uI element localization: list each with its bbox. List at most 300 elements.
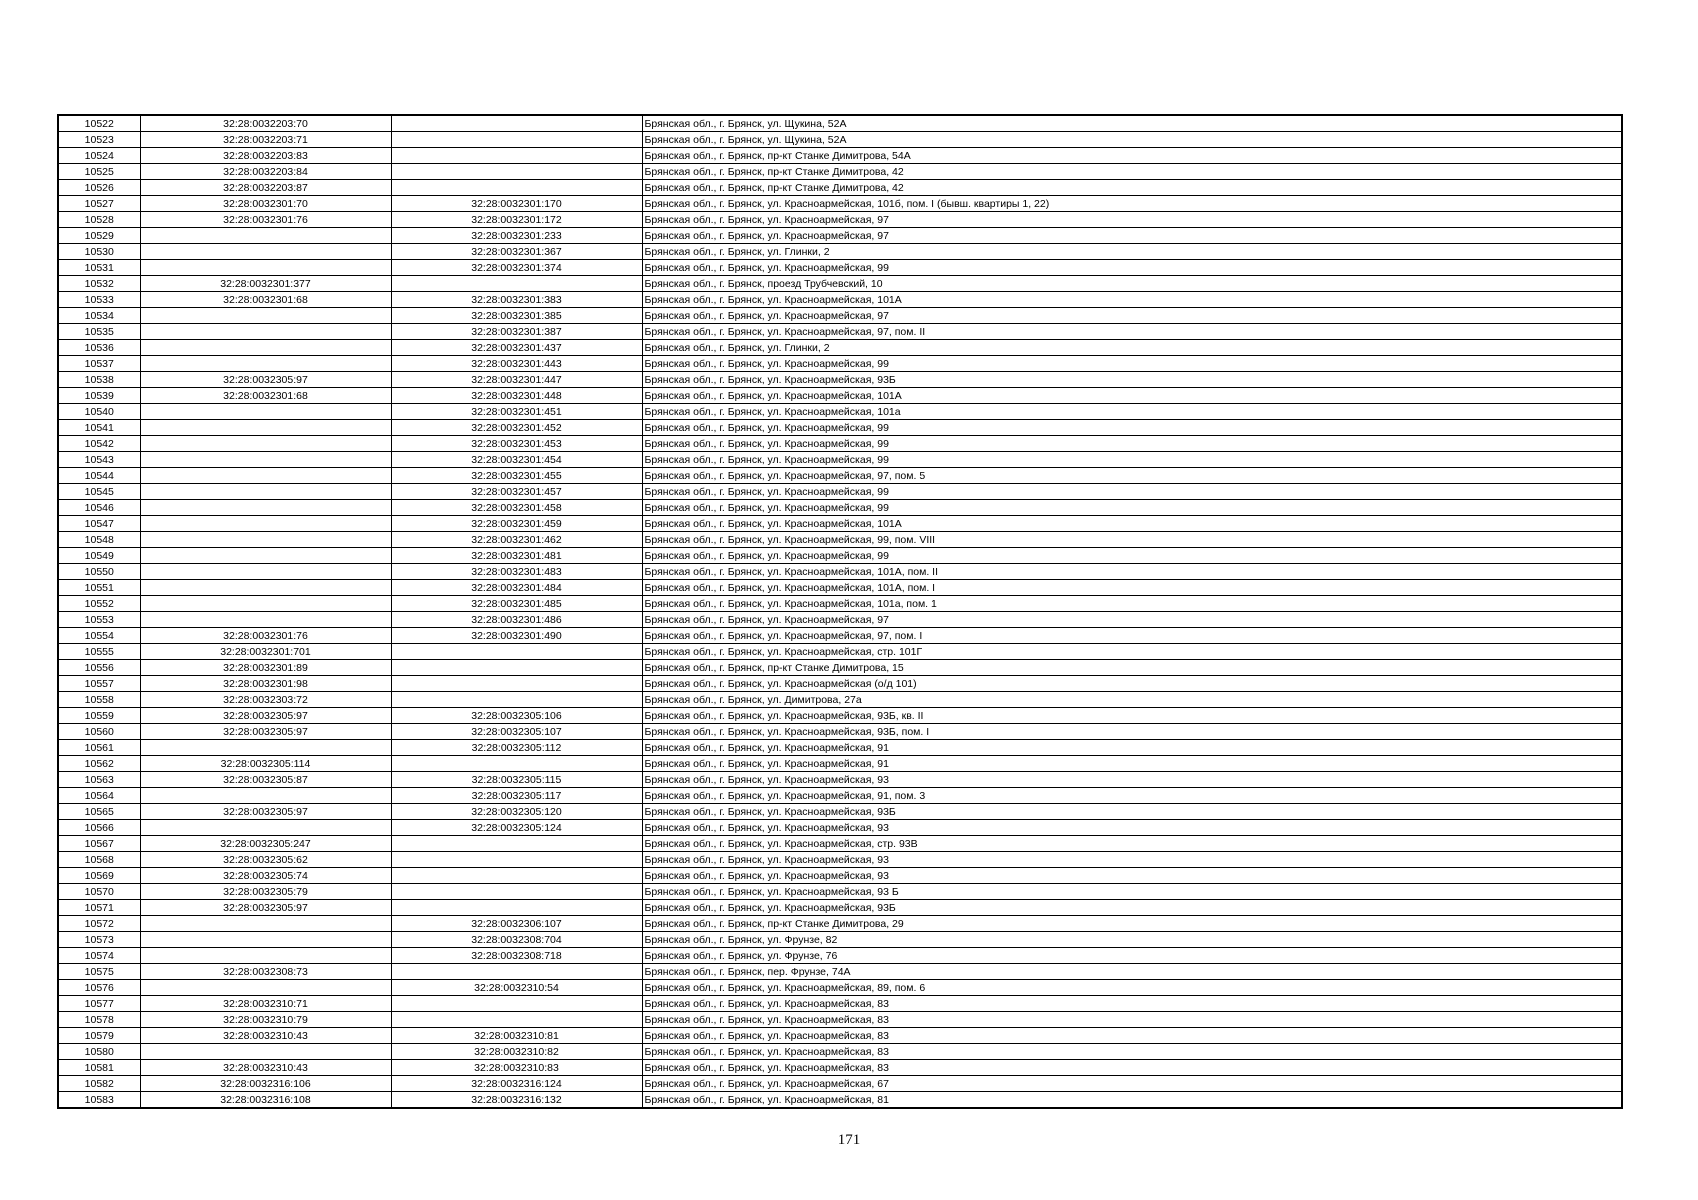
table-row — [58, 356, 1622, 372]
table-row — [58, 788, 1622, 804]
land-cadastral-cell: 32:28:0032301:377 — [140, 276, 391, 292]
address-cell: Брянская обл., г. Брянск, ул. Фрунзе, 82 — [642, 932, 1622, 948]
address-cell: Брянская обл., г. Брянск, ул. Красноармейская (о/д 101) — [642, 676, 1622, 692]
address-cell: Брянская обл., г. Брянск, ул. Красноармейская, 83 — [642, 1028, 1622, 1044]
row-number-cell: 10539 — [58, 388, 140, 404]
land-cadastral-cell: 32:28:0032305:97 — [140, 804, 391, 820]
address-cell: Брянская обл., г. Брянск, ул. Красноармейская, 83 — [642, 996, 1622, 1012]
table-row — [58, 436, 1622, 452]
address-cell: Брянская обл., г. Брянск, пр-кт Станке Димитрова, 42 — [642, 180, 1622, 196]
object-cadastral-cell: 32:28:0032301:485 — [391, 596, 642, 612]
object-cadastral-cell: 32:28:0032301:172 — [391, 212, 642, 228]
land-cadastral-cell: 32:28:0032305:97 — [140, 724, 391, 740]
table-row — [58, 164, 1622, 180]
land-cadastral-cell: 32:28:0032310:79 — [140, 1012, 391, 1028]
object-cadastral-cell: 32:28:0032301:233 — [391, 228, 642, 244]
table-row — [58, 740, 1622, 756]
object-cadastral-cell: 32:28:0032301:383 — [391, 292, 642, 308]
land-cadastral-cell: 32:28:0032301:701 — [140, 644, 391, 660]
row-number-cell: 10581 — [58, 1060, 140, 1076]
object-cadastral-cell — [391, 996, 642, 1012]
table-row — [58, 1092, 1622, 1109]
land-cadastral-cell — [140, 244, 391, 260]
land-cadastral-cell: 32:28:0032301:89 — [140, 660, 391, 676]
address-cell: Брянская обл., г. Брянск, ул. Красноармейская, 99 — [642, 260, 1622, 276]
row-number-cell: 10535 — [58, 324, 140, 340]
table-row — [58, 612, 1622, 628]
row-number-cell: 10578 — [58, 1012, 140, 1028]
object-cadastral-cell — [391, 644, 642, 660]
row-number-cell: 10527 — [58, 196, 140, 212]
address-cell: Брянская обл., г. Брянск, ул. Красноармейская, 101а — [642, 404, 1622, 420]
table-row — [58, 228, 1622, 244]
row-number-cell: 10524 — [58, 148, 140, 164]
table-row — [58, 324, 1622, 340]
object-cadastral-cell: 32:28:0032301:447 — [391, 372, 642, 388]
address-cell: Брянская обл., г. Брянск, ул. Красноармейская, 97, пом. I — [642, 628, 1622, 644]
address-cell: Брянская обл., г. Брянск, ул. Красноармейская, 99 — [642, 356, 1622, 372]
row-number-cell: 10549 — [58, 548, 140, 564]
table-row — [58, 212, 1622, 228]
land-cadastral-cell: 32:28:0032310:71 — [140, 996, 391, 1012]
object-cadastral-cell — [391, 836, 642, 852]
table-row — [58, 868, 1622, 884]
row-number-cell: 10561 — [58, 740, 140, 756]
row-number-cell: 10525 — [58, 164, 140, 180]
table-row — [58, 180, 1622, 196]
land-cadastral-cell — [140, 324, 391, 340]
table-row — [58, 132, 1622, 148]
land-cadastral-cell: 32:28:0032203:83 — [140, 148, 391, 164]
row-number-cell: 10572 — [58, 916, 140, 932]
table-row — [58, 692, 1622, 708]
address-cell: Брянская обл., г. Брянск, ул. Красноармейская, 99, пом. VIII — [642, 532, 1622, 548]
row-number-cell: 10536 — [58, 340, 140, 356]
address-cell: Брянская обл., г. Брянск, ул. Красноармейская, 91, пом. 3 — [642, 788, 1622, 804]
object-cadastral-cell: 32:28:0032301:483 — [391, 564, 642, 580]
row-number-cell: 10541 — [58, 420, 140, 436]
row-number-cell: 10562 — [58, 756, 140, 772]
row-number-cell: 10548 — [58, 532, 140, 548]
table-row — [58, 1028, 1622, 1044]
table-row — [58, 964, 1622, 980]
row-number-cell: 10568 — [58, 852, 140, 868]
table-row — [58, 404, 1622, 420]
land-cadastral-cell: 32:28:0032203:87 — [140, 180, 391, 196]
address-cell: Брянская обл., г. Брянск, пр-кт Станке Димитрова, 54А — [642, 148, 1622, 164]
land-cadastral-cell: 32:28:0032310:43 — [140, 1060, 391, 1076]
table-row — [58, 468, 1622, 484]
address-cell: Брянская обл., г. Брянск, ул. Красноармейская, 93Б — [642, 900, 1622, 916]
table-row — [58, 548, 1622, 564]
object-cadastral-cell: 32:28:0032316:132 — [391, 1092, 642, 1109]
address-cell: Брянская обл., г. Брянск, ул. Красноармейская, 97 — [642, 612, 1622, 628]
object-cadastral-cell: 32:28:0032301:170 — [391, 196, 642, 212]
object-cadastral-cell: 32:28:0032301:484 — [391, 580, 642, 596]
address-cell: Брянская обл., г. Брянск, ул. Красноармейская, 97, пом. 5 — [642, 468, 1622, 484]
object-cadastral-cell: 32:28:0032308:704 — [391, 932, 642, 948]
table-row — [58, 980, 1622, 996]
object-cadastral-cell: 32:28:0032301:457 — [391, 484, 642, 500]
table-row — [58, 948, 1622, 964]
row-number-cell: 10546 — [58, 500, 140, 516]
land-cadastral-cell — [140, 948, 391, 964]
table-row — [58, 484, 1622, 500]
object-cadastral-cell: 32:28:0032301:455 — [391, 468, 642, 484]
object-cadastral-cell — [391, 756, 642, 772]
table-row — [58, 372, 1622, 388]
table-row — [58, 260, 1622, 276]
object-cadastral-cell: 32:28:0032316:124 — [391, 1076, 642, 1092]
table-row — [58, 820, 1622, 836]
land-cadastral-cell — [140, 452, 391, 468]
address-cell: Брянская обл., г. Брянск, ул. Красноармейская, 101а, пом. 1 — [642, 596, 1622, 612]
table-row — [58, 148, 1622, 164]
address-cell: Брянская обл., г. Брянск, ул. Красноармейская, 93Б, пом. I — [642, 724, 1622, 740]
address-cell: Брянская обл., г. Брянск, ул. Красноармейская, 97 — [642, 228, 1622, 244]
object-cadastral-cell: 32:28:0032301:486 — [391, 612, 642, 628]
land-cadastral-cell — [140, 468, 391, 484]
address-cell: Брянская обл., г. Брянск, ул. Красноармейская, 93Б, кв. II — [642, 708, 1622, 724]
row-number-cell: 10577 — [58, 996, 140, 1012]
row-number-cell: 10543 — [58, 452, 140, 468]
row-number-cell: 10552 — [58, 596, 140, 612]
table-row — [58, 836, 1622, 852]
address-cell: Брянская обл., г. Брянск, ул. Красноармейская, 89, пом. 6 — [642, 980, 1622, 996]
table-row — [58, 708, 1622, 724]
land-cadastral-cell — [140, 580, 391, 596]
table-row — [58, 196, 1622, 212]
row-number-cell: 10564 — [58, 788, 140, 804]
land-cadastral-cell: 32:28:0032316:106 — [140, 1076, 391, 1092]
row-number-cell: 10547 — [58, 516, 140, 532]
object-cadastral-cell: 32:28:0032301:458 — [391, 500, 642, 516]
row-number-cell: 10540 — [58, 404, 140, 420]
row-number-cell: 10526 — [58, 180, 140, 196]
object-cadastral-cell: 32:28:0032301:443 — [391, 356, 642, 372]
land-cadastral-cell: 32:28:0032305:62 — [140, 852, 391, 868]
address-cell: Брянская обл., г. Брянск, пр-кт Станке Димитрова, 29 — [642, 916, 1622, 932]
row-number-cell: 10534 — [58, 308, 140, 324]
address-cell: Брянская обл., г. Брянск, ул. Красноармейская, 83 — [642, 1060, 1622, 1076]
land-cadastral-cell: 32:28:0032303:72 — [140, 692, 391, 708]
address-cell: Брянская обл., г. Брянск, ул. Красноармейская, 99 — [642, 500, 1622, 516]
row-number-cell: 10554 — [58, 628, 140, 644]
address-cell: Брянская обл., г. Брянск, ул. Красноармейская, 91 — [642, 756, 1622, 772]
address-cell: Брянская обл., г. Брянск, ул. Красноармейская, 101А — [642, 292, 1622, 308]
object-cadastral-cell: 32:28:0032305:106 — [391, 708, 642, 724]
row-number-cell: 10583 — [58, 1092, 140, 1109]
row-number-cell: 10544 — [58, 468, 140, 484]
row-number-cell: 10529 — [58, 228, 140, 244]
land-cadastral-cell — [140, 612, 391, 628]
object-cadastral-cell: 32:28:0032301:387 — [391, 324, 642, 340]
address-cell: Брянская обл., г. Брянск, ул. Красноармейская, 83 — [642, 1044, 1622, 1060]
land-cadastral-cell — [140, 740, 391, 756]
address-cell: Брянская обл., г. Брянск, ул. Красноармейская, 83 — [642, 1012, 1622, 1028]
address-cell: Брянская обл., г. Брянск, ул. Красноармейская, 93 — [642, 820, 1622, 836]
object-cadastral-cell — [391, 868, 642, 884]
row-number-cell: 10565 — [58, 804, 140, 820]
row-number-cell: 10560 — [58, 724, 140, 740]
address-cell: Брянская обл., г. Брянск, ул. Фрунзе, 76 — [642, 948, 1622, 964]
address-cell: Брянская обл., г. Брянск, ул. Красноармейская, 101А, пом. I — [642, 580, 1622, 596]
table-row — [58, 388, 1622, 404]
land-cadastral-cell: 32:28:0032203:84 — [140, 164, 391, 180]
table-row — [58, 532, 1622, 548]
object-cadastral-cell: 32:28:0032301:453 — [391, 436, 642, 452]
address-cell: Брянская обл., г. Брянск, ул. Красноармейская, 93Б — [642, 372, 1622, 388]
row-number-cell: 10538 — [58, 372, 140, 388]
object-cadastral-cell — [391, 180, 642, 196]
row-number-cell: 10573 — [58, 932, 140, 948]
table-row — [58, 1012, 1622, 1028]
table-row — [58, 644, 1622, 660]
row-number-cell: 10550 — [58, 564, 140, 580]
table-row — [58, 676, 1622, 692]
object-cadastral-cell: 32:28:0032301:448 — [391, 388, 642, 404]
table-row — [58, 772, 1622, 788]
object-cadastral-cell: 32:28:0032305:107 — [391, 724, 642, 740]
land-cadastral-cell: 32:28:0032301:76 — [140, 212, 391, 228]
land-cadastral-cell — [140, 404, 391, 420]
address-cell: Брянская обл., г. Брянск, ул. Красноармейская, 101А — [642, 388, 1622, 404]
address-cell: Брянская обл., г. Брянск, ул. Красноармейская, 93 — [642, 772, 1622, 788]
land-cadastral-cell — [140, 932, 391, 948]
row-number-cell: 10528 — [58, 212, 140, 228]
land-cadastral-cell — [140, 1044, 391, 1060]
table-row — [58, 660, 1622, 676]
object-cadastral-cell — [391, 964, 642, 980]
land-cadastral-cell: 32:28:0032305:97 — [140, 708, 391, 724]
land-cadastral-cell — [140, 564, 391, 580]
object-cadastral-cell: 32:28:0032305:112 — [391, 740, 642, 756]
address-cell: Брянская обл., г. Брянск, ул. Красноармейская, 99 — [642, 420, 1622, 436]
address-cell: Брянская обл., г. Брянск, ул. Красноармейская, 99 — [642, 452, 1622, 468]
table-row — [58, 1060, 1622, 1076]
object-cadastral-cell — [391, 276, 642, 292]
object-cadastral-cell — [391, 164, 642, 180]
table-row — [58, 996, 1622, 1012]
object-cadastral-cell: 32:28:0032305:120 — [391, 804, 642, 820]
land-cadastral-cell: 32:28:0032305:74 — [140, 868, 391, 884]
row-number-cell: 10523 — [58, 132, 140, 148]
land-cadastral-cell — [140, 228, 391, 244]
table-row — [58, 932, 1622, 948]
row-number-cell: 10558 — [58, 692, 140, 708]
page-number: 171 — [837, 1132, 861, 1148]
row-number-cell: 10567 — [58, 836, 140, 852]
land-cadastral-cell — [140, 532, 391, 548]
land-cadastral-cell — [140, 356, 391, 372]
object-cadastral-cell: 32:28:0032301:367 — [391, 244, 642, 260]
object-cadastral-cell: 32:28:0032301:462 — [391, 532, 642, 548]
table-row — [58, 1076, 1622, 1092]
object-cadastral-cell: 32:28:0032301:437 — [391, 340, 642, 356]
row-number-cell: 10542 — [58, 436, 140, 452]
address-cell: Брянская обл., г. Брянск, ул. Красноармейская, 93 — [642, 868, 1622, 884]
address-cell: Брянская обл., г. Брянск, ул. Красноармейская, 93Б — [642, 804, 1622, 820]
table-row — [58, 804, 1622, 820]
land-cadastral-cell — [140, 820, 391, 836]
land-cadastral-cell — [140, 516, 391, 532]
address-cell: Брянская обл., г. Брянск, ул. Красноармейская, 81 — [642, 1092, 1622, 1109]
object-cadastral-cell: 32:28:0032301:490 — [391, 628, 642, 644]
row-number-cell: 10557 — [58, 676, 140, 692]
table-row — [58, 516, 1622, 532]
address-cell: Брянская обл., г. Брянск, ул. Красноармейская, 101б, пом. I (бывш. квартиры 1, 22) — [642, 196, 1622, 212]
table-row — [58, 724, 1622, 740]
table-row — [58, 276, 1622, 292]
address-cell: Брянская обл., г. Брянск, пер. Фрунзе, 74А — [642, 964, 1622, 980]
land-cadastral-cell: 32:28:0032310:43 — [140, 1028, 391, 1044]
row-number-cell: 10522 — [58, 115, 140, 132]
table-row — [58, 900, 1622, 916]
address-cell: Брянская обл., г. Брянск, ул. Красноармейская, 99 — [642, 436, 1622, 452]
row-number-cell: 10556 — [58, 660, 140, 676]
table-row — [58, 500, 1622, 516]
table-row — [58, 628, 1622, 644]
row-number-cell: 10533 — [58, 292, 140, 308]
address-cell: Брянская обл., г. Брянск, пр-кт Станке Димитрова, 15 — [642, 660, 1622, 676]
object-cadastral-cell — [391, 900, 642, 916]
object-cadastral-cell — [391, 884, 642, 900]
row-number-cell: 10566 — [58, 820, 140, 836]
row-number-cell: 10582 — [58, 1076, 140, 1092]
object-cadastral-cell — [391, 1012, 642, 1028]
object-cadastral-cell — [391, 692, 642, 708]
land-cadastral-cell — [140, 260, 391, 276]
object-cadastral-cell: 32:28:0032301:451 — [391, 404, 642, 420]
address-cell: Брянская обл., г. Брянск, ул. Глинки, 2 — [642, 244, 1622, 260]
table-row — [58, 580, 1622, 596]
object-cadastral-cell — [391, 852, 642, 868]
address-cell: Брянская обл., г. Брянск, ул. Красноармейская, 99 — [642, 484, 1622, 500]
object-cadastral-cell: 32:28:0032306:107 — [391, 916, 642, 932]
object-cadastral-cell: 32:28:0032301:374 — [391, 260, 642, 276]
address-cell: Брянская обл., г. Брянск, ул. Красноармейская, 67 — [642, 1076, 1622, 1092]
land-cadastral-cell — [140, 420, 391, 436]
object-cadastral-cell: 32:28:0032310:82 — [391, 1044, 642, 1060]
land-cadastral-cell — [140, 916, 391, 932]
row-number-cell: 10579 — [58, 1028, 140, 1044]
land-cadastral-cell: 32:28:0032301:70 — [140, 196, 391, 212]
object-cadastral-cell — [391, 115, 642, 132]
row-number-cell: 10576 — [58, 980, 140, 996]
address-cell: Брянская обл., г. Брянск, ул. Глинки, 2 — [642, 340, 1622, 356]
address-cell: Брянская обл., г. Брянск, ул. Красноармейская, 101А, пом. II — [642, 564, 1622, 580]
object-cadastral-cell: 32:28:0032301:459 — [391, 516, 642, 532]
address-cell: Брянская обл., г. Брянск, ул. Красноармейская, 97 — [642, 212, 1622, 228]
land-cadastral-cell: 32:28:0032305:79 — [140, 884, 391, 900]
land-cadastral-cell — [140, 788, 391, 804]
row-number-cell: 10537 — [58, 356, 140, 372]
land-cadastral-cell: 32:28:0032301:68 — [140, 292, 391, 308]
land-cadastral-cell: 32:28:0032301:68 — [140, 388, 391, 404]
address-cell: Брянская обл., г. Брянск, ул. Щукина, 52А — [642, 115, 1622, 132]
table-row — [58, 244, 1622, 260]
land-cadastral-cell: 32:28:0032308:73 — [140, 964, 391, 980]
row-number-cell: 10574 — [58, 948, 140, 964]
object-cadastral-cell — [391, 132, 642, 148]
land-cadastral-cell: 32:28:0032301:76 — [140, 628, 391, 644]
object-cadastral-cell: 32:28:0032301:454 — [391, 452, 642, 468]
land-cadastral-cell — [140, 308, 391, 324]
land-cadastral-cell: 32:28:0032305:247 — [140, 836, 391, 852]
row-number-cell: 10531 — [58, 260, 140, 276]
table-row — [58, 852, 1622, 868]
table-row — [58, 308, 1622, 324]
land-cadastral-cell — [140, 596, 391, 612]
table-row — [58, 292, 1622, 308]
land-cadastral-cell — [140, 484, 391, 500]
land-cadastral-cell: 32:28:0032305:97 — [140, 900, 391, 916]
address-cell: Брянская обл., г. Брянск, пр-кт Станке Димитрова, 42 — [642, 164, 1622, 180]
row-number-cell: 10575 — [58, 964, 140, 980]
address-cell: Брянская обл., г. Брянск, ул. Красноармейская, 99 — [642, 548, 1622, 564]
table-row — [58, 452, 1622, 468]
row-number-cell: 10532 — [58, 276, 140, 292]
object-cadastral-cell — [391, 676, 642, 692]
table-row — [58, 1044, 1622, 1060]
table-row — [58, 916, 1622, 932]
table-row — [58, 115, 1622, 132]
row-number-cell: 10570 — [58, 884, 140, 900]
land-cadastral-cell — [140, 548, 391, 564]
address-cell: Брянская обл., г. Брянск, ул. Красноармейская, 97, пом. II — [642, 324, 1622, 340]
object-cadastral-cell — [391, 660, 642, 676]
object-cadastral-cell: 32:28:0032301:481 — [391, 548, 642, 564]
row-number-cell: 10580 — [58, 1044, 140, 1060]
records-table-body — [58, 115, 1622, 1108]
land-cadastral-cell — [140, 436, 391, 452]
address-cell: Брянская обл., г. Брянск, ул. Красноармейская, стр. 101Г — [642, 644, 1622, 660]
land-cadastral-cell: 32:28:0032301:98 — [140, 676, 391, 692]
object-cadastral-cell — [391, 148, 642, 164]
land-cadastral-cell: 32:28:0032305:114 — [140, 756, 391, 772]
land-cadastral-cell — [140, 980, 391, 996]
land-cadastral-cell — [140, 500, 391, 516]
address-cell: Брянская обл., г. Брянск, проезд Трубчевский, 10 — [642, 276, 1622, 292]
table-row — [58, 884, 1622, 900]
row-number-cell: 10555 — [58, 644, 140, 660]
address-cell: Брянская обл., г. Брянск, ул. Красноармейская, 91 — [642, 740, 1622, 756]
row-number-cell: 10571 — [58, 900, 140, 916]
row-number-cell: 10569 — [58, 868, 140, 884]
land-cadastral-cell: 32:28:0032316:108 — [140, 1092, 391, 1109]
object-cadastral-cell: 32:28:0032301:452 — [391, 420, 642, 436]
object-cadastral-cell: 32:28:0032310:83 — [391, 1060, 642, 1076]
land-cadastral-cell: 32:28:0032305:87 — [140, 772, 391, 788]
row-number-cell: 10563 — [58, 772, 140, 788]
land-cadastral-cell: 32:28:0032305:97 — [140, 372, 391, 388]
land-cadastral-cell: 32:28:0032203:70 — [140, 115, 391, 132]
object-cadastral-cell: 32:28:0032310:81 — [391, 1028, 642, 1044]
table-row — [58, 420, 1622, 436]
land-cadastral-cell — [140, 340, 391, 356]
address-cell: Брянская обл., г. Брянск, ул. Щукина, 52А — [642, 132, 1622, 148]
table-row — [58, 756, 1622, 772]
address-cell: Брянская обл., г. Брянск, ул. Красноармейская, 97 — [642, 308, 1622, 324]
row-number-cell: 10545 — [58, 484, 140, 500]
object-cadastral-cell: 32:28:0032308:718 — [391, 948, 642, 964]
object-cadastral-cell: 32:28:0032305:117 — [391, 788, 642, 804]
address-cell: Брянская обл., г. Брянск, ул. Красноармейская, 93 — [642, 852, 1622, 868]
address-cell: Брянская обл., г. Брянск, ул. Красноармейская, 93 Б — [642, 884, 1622, 900]
object-cadastral-cell: 32:28:0032305:124 — [391, 820, 642, 836]
records-table — [57, 114, 1623, 1109]
row-number-cell: 10553 — [58, 612, 140, 628]
